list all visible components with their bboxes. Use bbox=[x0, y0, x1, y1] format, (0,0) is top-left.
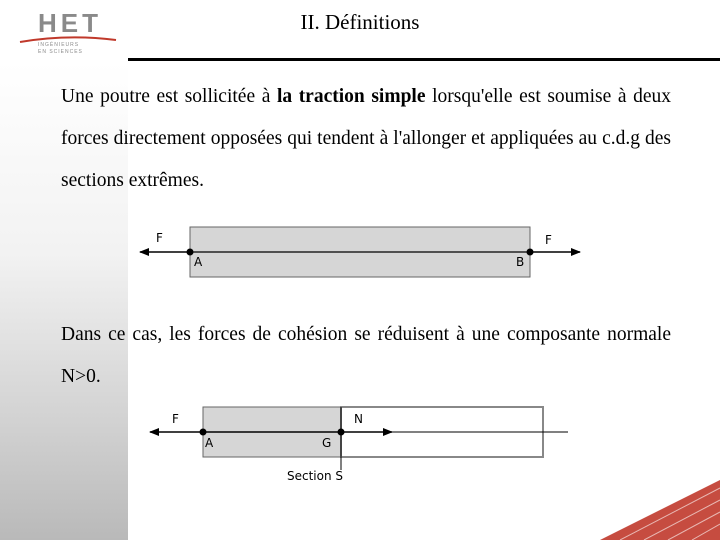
diagram2-point-a bbox=[200, 429, 207, 436]
diagram2-force-left-label: F bbox=[172, 412, 179, 426]
diagram1-point-b-label: B bbox=[516, 255, 525, 269]
slide-title: II. Définitions bbox=[300, 10, 420, 34]
diagram2-section-label: Section S bbox=[287, 469, 344, 483]
diagram1-point-a-label: A bbox=[194, 255, 203, 269]
paragraph1-before: Une poutre est sollicitée à bbox=[61, 86, 277, 107]
logo-letters: HET bbox=[38, 8, 102, 38]
corner-stripes-decoration bbox=[600, 480, 720, 540]
diagram1-force-left-label: F bbox=[156, 231, 163, 245]
logo-subtitle-line2: EN SCIENCES bbox=[38, 49, 83, 55]
diagram1-point-b bbox=[527, 249, 534, 256]
paragraph-cohesion: Dans ce cas, les forces de cohésion se réduisent à une composante normale N>0. bbox=[61, 324, 671, 387]
logo-subtitle-line1: INGÉNIEURS bbox=[38, 42, 80, 48]
diagram2-section-beam bbox=[150, 407, 568, 483]
paragraph1-after: lorsqu'elle est soumise à deux forces directement opposées qui tendent à l'allonger et appliquées au c.d.g des sections extrêmes. bbox=[61, 86, 671, 191]
diagram1-traction-beam bbox=[140, 227, 580, 277]
diagram2-point-g-label: G bbox=[322, 436, 332, 450]
diagram2-point-g bbox=[338, 429, 345, 436]
diagram2-point-a-label: A bbox=[205, 436, 214, 450]
diagram2-force-n-label: N bbox=[354, 412, 363, 426]
paragraph1-bold: la traction simple bbox=[276, 86, 426, 107]
diagram1-force-right-label: F bbox=[545, 233, 552, 247]
diagram1-point-a bbox=[187, 249, 194, 256]
